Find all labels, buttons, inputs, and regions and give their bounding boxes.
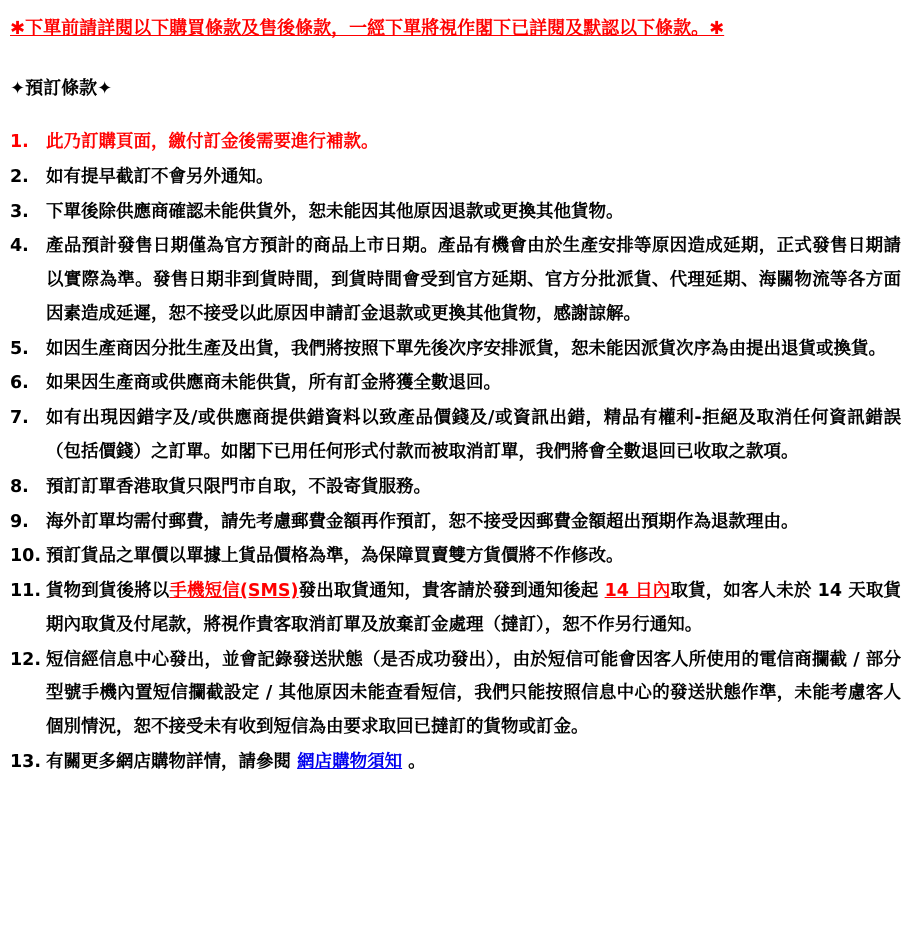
term-item-7 — [10, 402, 901, 470]
term-text — [46, 540, 901, 574]
term-item-3 — [10, 196, 901, 230]
highlighted-text: 手機短信(SMS) — [169, 581, 299, 602]
term-segment: 取貨，如客人未於 14 天取貨期內取貨及付尾款，將視作貴客取消訂單及放棄訂金處理（撻訂），恕不作另行通知。 — [46, 581, 902, 635]
term-number: 6. — [10, 373, 29, 394]
term-number: 9. — [10, 511, 29, 532]
page-title: ✱下單前請詳閱以下購買條款及售後條款，一經下單將視作閣下已詳閱及默認以下條款。✱ — [10, 18, 725, 39]
term-segment: 貨物到貨後將以 — [46, 581, 170, 602]
term-number: 7. — [10, 408, 29, 429]
term-item-4 — [10, 230, 901, 331]
term-segment: 產品預計發售日期僅為官方預計的商品上市日期。產品有機會由於生產安排等原因造成延期，正式發售日期請以實際為準。發售日期非到貨時間，到貨時間會受到官方延期、官方分批派貨、代理延期、海關物流等各方面因素造成延遲，恕不接受以此原因申請訂金退款或更換其他貨物，感謝諒解。 — [46, 236, 901, 324]
term-text — [46, 471, 901, 505]
term-number: 10. — [10, 546, 42, 567]
term-segment: 如有出現因錯字及/或供應商提供錯資料以致產品價錢及/或資訊出錯，精品有權利-拒絕及取消任何資訊錯誤（包括價錢）之訂單。如閣下已用任何形式付款而被取消訂單，我們將會全數退回已收取之款項。 — [46, 408, 901, 462]
term-text — [46, 367, 901, 401]
term-number: 4. — [10, 236, 29, 257]
term-item-12 — [10, 644, 901, 745]
term-text — [46, 575, 901, 643]
term-segment: 。 — [402, 751, 426, 772]
term-number: 2. — [10, 166, 29, 187]
term-item-10 — [10, 540, 901, 574]
term-segment: 下單後除供應商確認未能供貨外，恕未能因其他原因退款或更換其他貨物。 — [46, 201, 624, 222]
term-text — [46, 402, 901, 470]
term-segment: 海外訂單均需付郵費，請先考慮郵費金額再作預訂，恕不接受因郵費金額超出預期作為退款理由。 — [46, 511, 799, 532]
term-segment: 短信經信息中心發出，並會記錄發送狀態（是否成功發出），由於短信可能會因客人所使用的電信商攔截 / 部分型號手機內置短信攔截設定 / 其他原因未能查看短信，我們只能按照信息中心的發送狀態作準，未能考慮客人個別情況，恕不接受未有收到短信為由要求取回已撻訂的貨物或訂金。 — [46, 649, 901, 738]
term-text — [46, 333, 901, 367]
term-segment: 預訂訂單香港取貨只限門市自取，不設寄貨服務。 — [46, 476, 431, 497]
term-text — [46, 126, 901, 160]
term-number: 3. — [10, 201, 29, 222]
shop-guide-link[interactable]: 網店購物須知 — [297, 751, 403, 772]
term-item-1 — [10, 126, 901, 160]
term-text — [46, 506, 901, 540]
term-segment: 有關更多網店購物詳情，請參閱 — [46, 751, 298, 772]
term-number: 13. — [10, 751, 42, 772]
term-text — [46, 161, 901, 195]
term-text — [46, 230, 901, 331]
term-number: 1. — [10, 132, 29, 153]
term-segment: 此乃訂購頁面，繳付訂金後需要進行補款。 — [46, 132, 379, 153]
term-text — [46, 644, 901, 745]
terms-list — [10, 126, 901, 780]
term-item-2 — [10, 161, 901, 195]
term-number: 8. — [10, 476, 29, 497]
term-item-8 — [10, 471, 901, 505]
term-segment: 預訂貨品之單價以單據上貨品價格為準，為保障買賣雙方貨價將不作修改。 — [46, 546, 624, 567]
term-item-13 — [10, 746, 901, 780]
section-heading-preorder-terms: ✦預訂條款✦ — [10, 78, 113, 100]
term-number: 12. — [10, 649, 42, 670]
term-item-6 — [10, 367, 901, 401]
term-number: 11. — [10, 581, 42, 602]
term-item-9 — [10, 506, 901, 540]
term-segment: 如有提早截訂不會另外通知。 — [46, 166, 274, 187]
term-segment: 如因生產商因分批生產及出貨，我們將按照下單先後次序安排派貨，恕未能因派貨次序為由提出退貨或換貨。 — [46, 338, 886, 359]
term-item-11 — [10, 575, 901, 643]
term-text — [46, 746, 901, 780]
term-segment: 發出取貨通知，貴客請於發到通知後起 — [298, 581, 605, 602]
term-segment: 如果因生產商或供應商未能供貨，所有訂金將獲全數退回。 — [46, 373, 501, 394]
term-text — [46, 196, 901, 230]
highlighted-text: 14 日內 — [604, 581, 671, 602]
term-number: 5. — [10, 338, 29, 359]
term-item-5 — [10, 333, 901, 367]
